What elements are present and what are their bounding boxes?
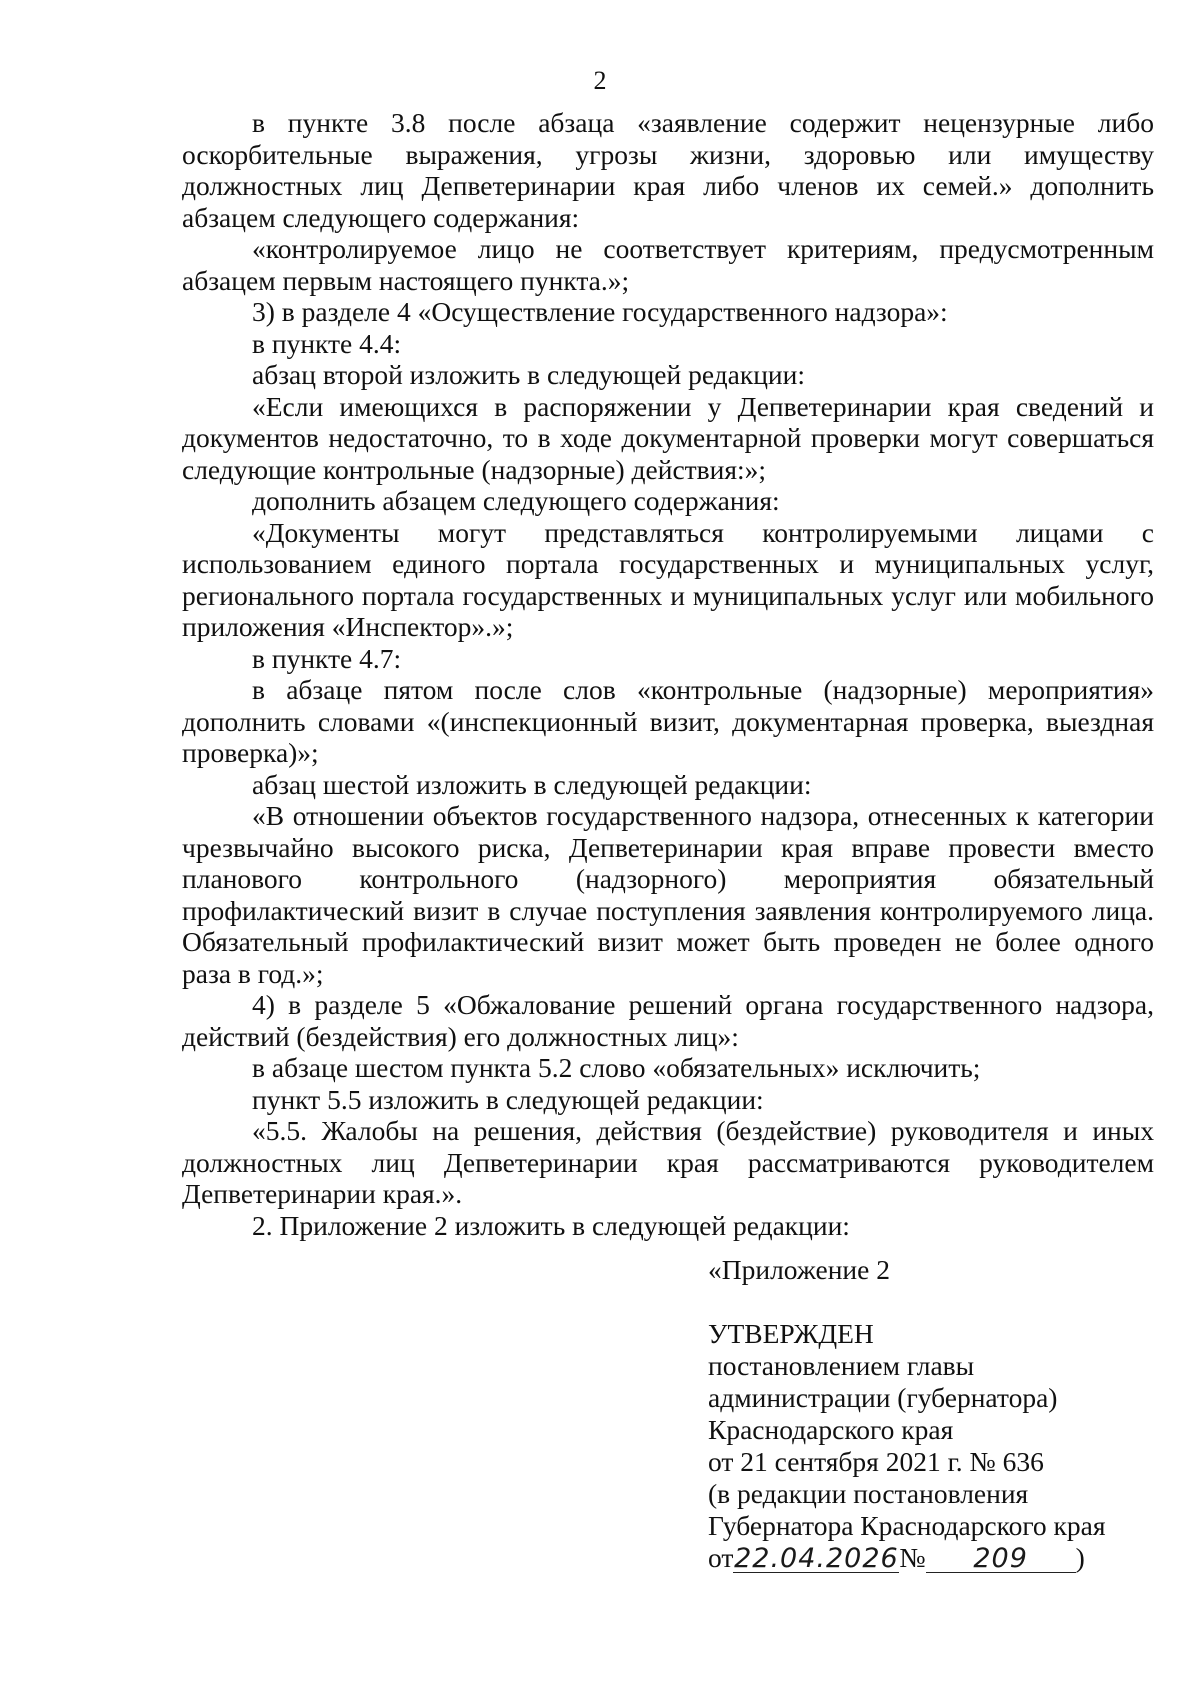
paragraph: 3) в разделе 4 «Осуществление государственного надзора»:: [252, 296, 948, 327]
paragraph: 4) в разделе 5 «Обжалование решений органа государственного надзора, действий (бездействия) его должностных лиц»:: [182, 989, 1154, 1052]
number-label: №: [899, 1542, 926, 1573]
paragraph: «контролируемое лицо не соответствует критериям, предусмотренным абзацем первым настоящего пункта.»;: [182, 233, 1154, 296]
handwritten-number: 209: [926, 1546, 1076, 1573]
paragraph: абзац шестой изложить в следующей редакции:: [252, 768, 812, 800]
paragraph: «В отношении объектов государственного надзора, отнесенных к категории чрезвычайно высокого риска, Депветеринарии края вправе провести вместо планового контрольного (надзорного) мероприятия обязательный профилактический визит в случае поступления заявления контролируемого лица. Обязательный профилактический визит может быть проведен не более одного раза в год.»;: [182, 800, 1154, 989]
handwritten-date: 22.04.2026: [734, 1543, 899, 1574]
appendix-line: администрации (губернатора): [708, 1382, 1058, 1413]
approved-heading: УТВЕРЖДЕН: [708, 1318, 874, 1349]
signature-date-row: [708, 1542, 1158, 1574]
appendix-line: Губернатора Краснодарского края: [708, 1510, 1106, 1541]
paragraph: «5.5. Жалобы на решения, действия (бездействие) руководителя и иных должностных лиц Депветеринарии края рассматриваются руководителем Депветеринарии края.».: [182, 1115, 1154, 1209]
document-body: [182, 107, 1154, 1241]
paragraph: «Если имеющихся в распоряжении у Депветеринарии края сведений и документов недостаточно, то в ходе документарной проверки могут совершаться следующие контрольные (надзорные) действия:»;: [182, 390, 1154, 485]
paragraph: в пункте 4.4:: [252, 327, 402, 359]
appendix-line: постановлением главы: [708, 1350, 975, 1381]
appendix-line: от 21 сентября 2021 г. № 636: [708, 1446, 1044, 1477]
appendix-title: «Приложение 2: [708, 1254, 890, 1285]
paragraph: «Документы могут представляться контролируемыми лицами с использованием единого портала государственных и муниципальных услуг, регионального портала государственных и муниципальных услуг или мобильного приложения «Инспектор».»;: [182, 516, 1154, 642]
appendix-line: (в редакции постановления: [708, 1478, 1029, 1509]
paragraph: пункт 5.5 изложить в следующей редакции:: [252, 1083, 764, 1115]
appendix-line: Краснодарского края: [708, 1414, 954, 1445]
paragraph: в абзаце шестом пункта 5.2 слово «обязательных» исключить;: [252, 1052, 981, 1083]
paragraph: дополнить абзацем следующего содержания:: [252, 485, 780, 516]
paragraph: в абзаце пятом после слов «контрольные (надзорные) мероприятия» дополнить словами «(инспекционный визит, документарная проверка, выездная проверка)»;: [182, 674, 1154, 768]
paragraph: 2. Приложение 2 изложить в следующей редакции:: [252, 1209, 850, 1241]
paragraph: в пункте 3.8 после абзаца «заявление содержит нецензурные либо оскорбительные выражения, угрозы жизни, здоровью или имуществу должностных лиц Депветеринарии края либо членов их семей.» дополнить абзацем следующего содержания:: [182, 107, 1154, 233]
sign-suffix: ): [1075, 1542, 1085, 1573]
appendix-approval-block: [708, 1254, 1158, 1574]
sign-prefix: от: [708, 1542, 734, 1573]
page-number: 2: [593, 66, 607, 95]
paragraph: абзац второй изложить в следующей редакции:: [252, 359, 806, 390]
paragraph: в пункте 4.7:: [252, 642, 402, 674]
